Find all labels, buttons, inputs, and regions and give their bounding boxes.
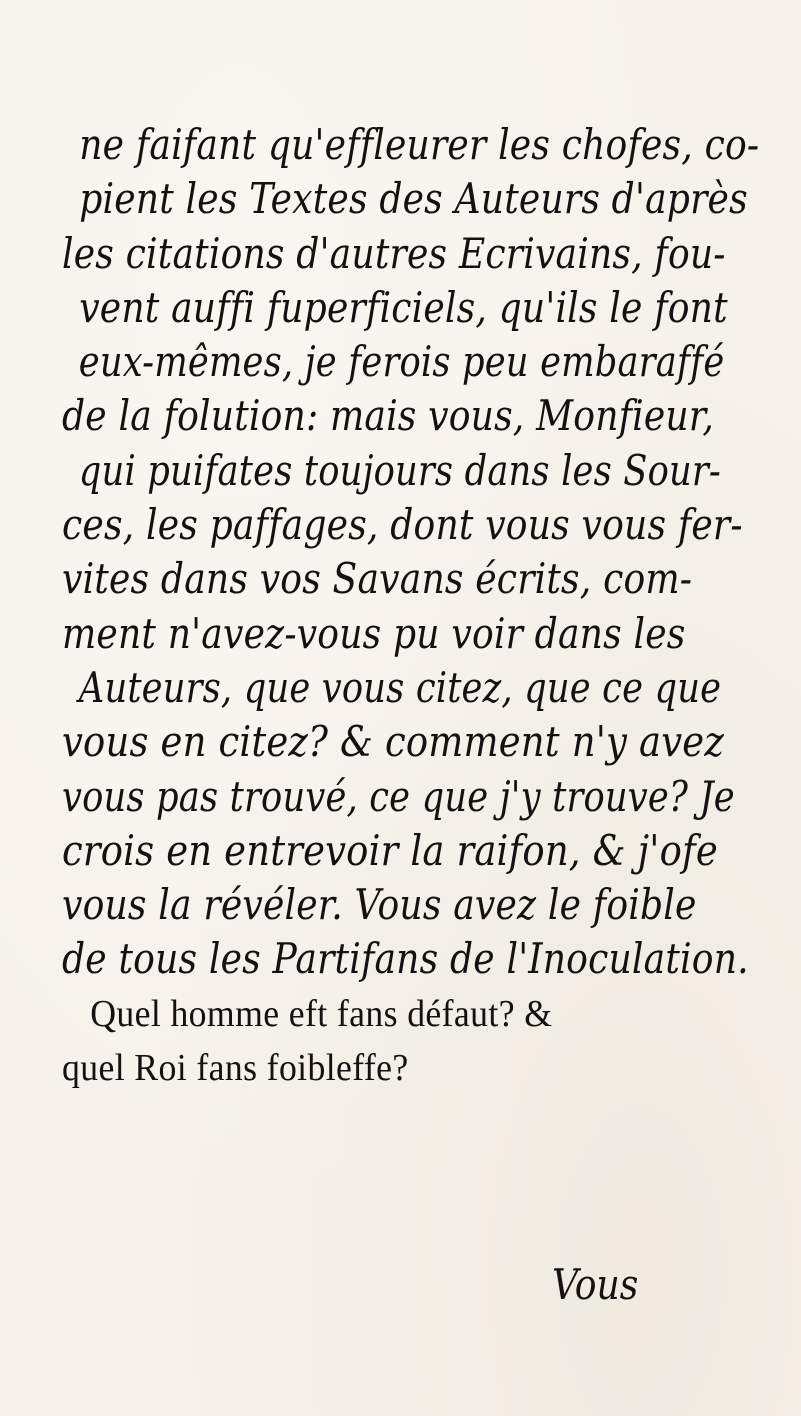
text-line: de la folution: mais vous, Monfieur, — [62, 391, 715, 441]
text-line: Quel homme eft fans défaut? & — [90, 992, 553, 1035]
text-line: vites dans vos Savans écrits, com- — [62, 554, 693, 604]
text-line: ne faifant qu'effleurer les chofes, co- — [79, 120, 760, 169]
page-text — [62, 118, 760, 1095]
text-line: vent auffi fuperficiels, qu'ils le font — [79, 282, 728, 332]
text-line: vous la révéler. Vous avez le foible — [62, 880, 697, 930]
text-line: Auteurs, que vous citez, que ce que — [78, 662, 722, 712]
text-line: ces, les paffages, dont vous vous fer- — [62, 500, 743, 550]
text-line: eux-mêmes, je ferois peu embaraffé — [78, 337, 725, 387]
text-line: les citations d'autres Ecrivains, fou- — [62, 228, 726, 278]
catchword: Vous — [552, 1260, 639, 1309]
text-line: qui puifates toujours dans les Sour- — [78, 445, 721, 495]
text-line: quel Roi fans foibleffe? — [62, 1047, 409, 1090]
text-line: crois en entrevoir la raifon, & j'ofe — [62, 825, 718, 875]
text-line: vous en citez? & comment n'y avez — [62, 717, 724, 767]
text-line: de tous les Partifans de l'Inoculation. — [62, 934, 749, 984]
text-line: vous pas trouvé, ce que j'y trouve? Je — [62, 771, 735, 821]
text-line: ment n'avez-vous pu voir dans les — [62, 608, 686, 658]
text-line: pient les Textes des Auteurs d'après — [79, 174, 748, 224]
